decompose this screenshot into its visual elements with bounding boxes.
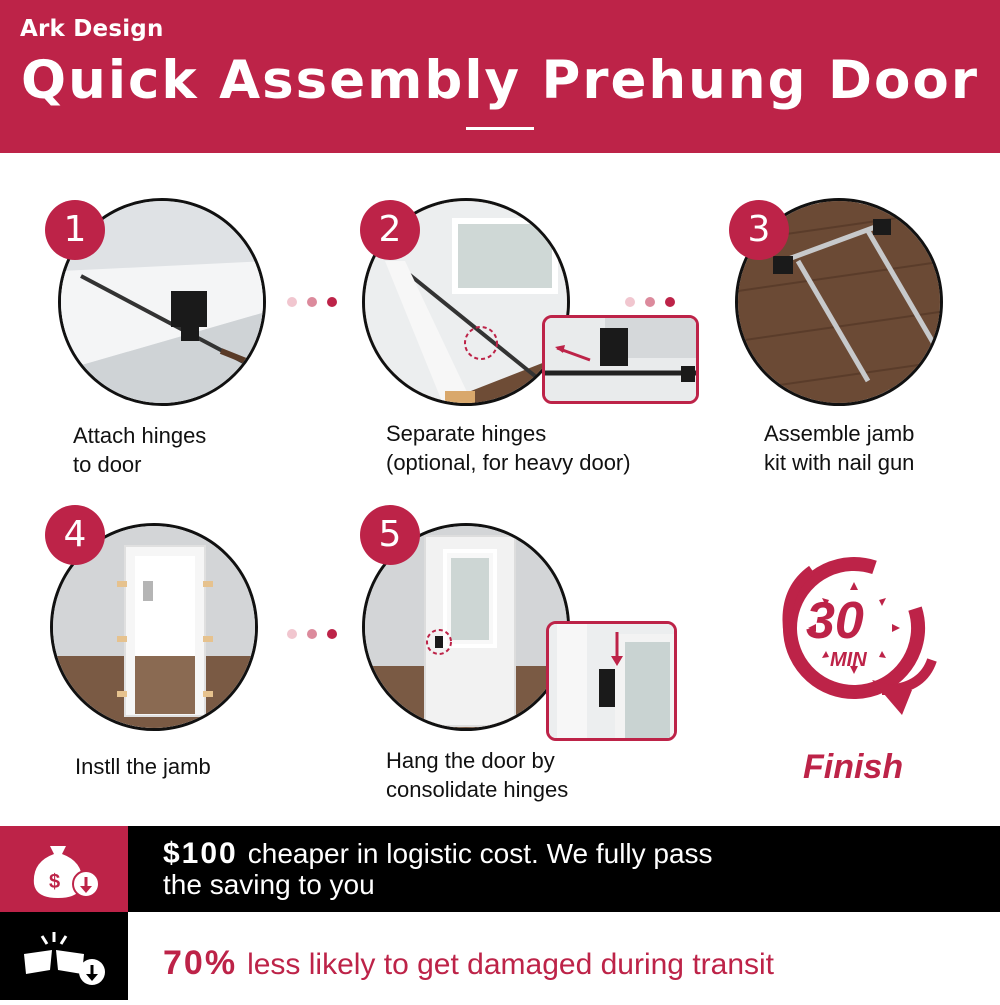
step-5-inset — [546, 621, 677, 741]
step-5-badge: 5 — [360, 505, 420, 565]
timer-icon — [772, 540, 944, 716]
title-underline — [466, 127, 534, 130]
step-2-caption: Separate hinges (optional, for heavy door) — [386, 421, 631, 475]
step-2-dots — [625, 294, 685, 312]
brand-name: Ark Design — [20, 16, 164, 42]
timer-value: 30 — [806, 592, 864, 650]
step-1-caption: Attach hinges to door — [73, 423, 207, 477]
benefit-cost-highlight: $100 — [163, 837, 238, 870]
step-3-badge: 3 — [729, 200, 789, 260]
broken-box-icon — [0, 912, 128, 1000]
step-1-dots — [287, 294, 347, 312]
benefit-damage-text: 70% less likely to get damaged during transit — [163, 944, 775, 982]
step-4-badge: 4 — [45, 505, 105, 565]
svg-text:$: $ — [49, 871, 61, 893]
money-bag-icon — [0, 826, 128, 912]
benefit-cost-text: $100 cheaper in logistic cost. We fully pass the saving to you — [163, 837, 713, 900]
step-2-badge: 2 — [360, 200, 420, 260]
page-title: Quick Assembly Prehung Door — [21, 50, 979, 111]
step-5-caption: Hang the door by consolidate hinges — [386, 748, 569, 802]
step-1-badge: 1 — [45, 200, 105, 260]
step-4-dots — [287, 626, 347, 644]
finish-label: Finish — [803, 748, 904, 786]
step-2-inset — [542, 315, 699, 404]
benefit-damage-highlight: 70% — [163, 944, 238, 982]
step-4-caption: Instll the jamb — [75, 754, 211, 779]
timer-unit: MIN — [830, 649, 867, 671]
step-3-caption: Assemble jamb kit with nail gun — [764, 421, 915, 475]
